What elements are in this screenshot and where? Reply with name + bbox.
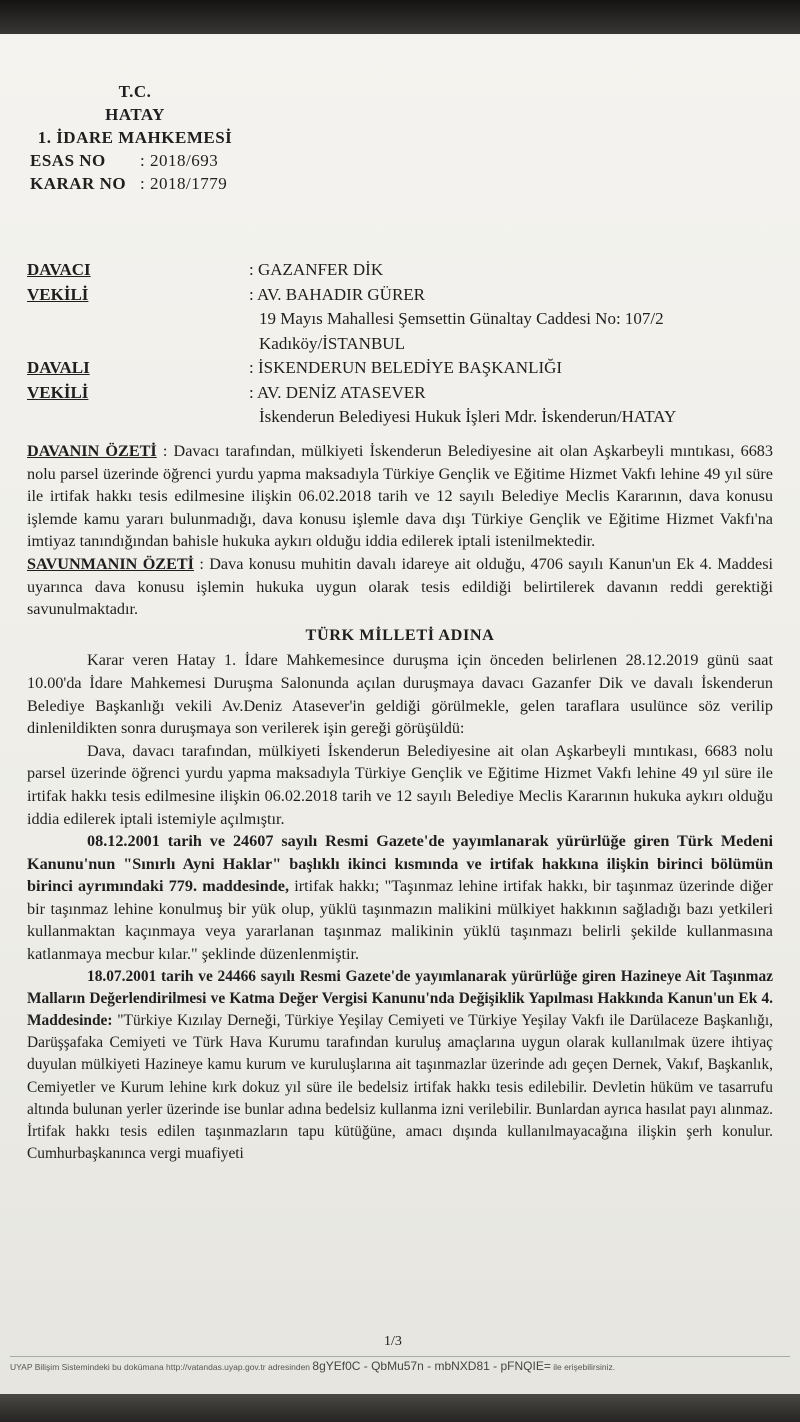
savunma-ozeti-label: SAVUNMANIN ÖZETİ [27,554,194,573]
page-number: 1/3 [384,1334,402,1349]
karar-value: : 2018/1779 [140,174,228,193]
uyap-footer-text: UYAP Bilişim Sistemindeki bu dokümana http://vatandas.uyap.gov.tr adresinden [10,1362,311,1372]
header-province: HATAY [105,105,165,124]
davali-label: DAVALI [27,358,90,377]
dava-ozeti-text: : Davacı tarafından, mülkiyeti İskenderun Belediyesine ait olan Aşkarbeyli mıntıkası, 6683 nolu parsel üzerinde öğrenci yurdu yapma maksadıyla Türkiye Gençlik ve Eğitime Hizmet Vakfı lehine 49 yıl süre ile irtifak hakkı tesis edilmesine ilişkin 06.02.2018 tarih ve 12 sayılı Belediye Meclis Kararının, dava konusu işlemde kamu yararı bulunmadığı, dava konusu işlemle dava dışı Türkiye Gençlik ve Eğitime Hizmet Vakfı'na imtiyaz tanındığından bahisle hukuka aykırı olduğu iddia edilerek iptali istenilmektedir. [27,442,773,551]
section-title: TÜRK MİLLETİ ADINA [305,625,495,644]
davali-value: : İSKENDERUN BELEDİYE BAŞKANLIĞI [249,358,563,377]
vekili-address-line-1: 19 Mayıs Mahallesi Şemsettin Günaltay Caddesi No: 107/2 [259,309,664,328]
vekili-label-2: VEKİLİ [27,382,89,402]
dava-ozeti-label: DAVANIN ÖZETİ [27,442,157,460]
esas-row [30,149,240,172]
ek4-bold: 18.07.2001 tarih ve 24466 sayılı Resmi Gazete'de yayımlanarak yürürlüğe giren Hazineye Ait Taşınmaz Malların Değerlendirilmesi ve Katma Değer Vergisi Kanunu'nda Değişiklik Yapılması Hakkında Kanun'un Ek 4. Maddesinde: [27,967,773,1030]
savunma-ozeti-text: : Dava konusu muhitin davalı idareye ait olduğu, 4706 sayılı Kanun'un Ek 4. Maddesi uyarınca dava konusu işlemin hukuka uygun olarak tesis edildiği belirtilerek davanın reddi gerektiği savunulmaktadır. [27,554,773,619]
verification-code: 8gYEf0C - QbMu57n - mbNXD81 - pFNQIE= [312,1359,551,1373]
paragraph-medeni-kanun [27,830,773,966]
vekili-value-2: : AV. DENİZ ATASEVER [249,382,426,402]
esas-value: : 2018/693 [140,151,219,170]
paragraph-dava: Dava, davacı tarafından, mülkiyeti İskenderun Belediyesine ait olan Aşkarbeyli mıntıkası, 6683 nolu parsel üzerinde öğrenci yurdu yapma maksadıyla Türkiye Gençlik ve Eğitime Hizmet Vakfı lehine 49 yıl süre ile irtifak hakkı tesis edilmesine ilişkin 06.02.2018 tarih ve 12 sayılı Belediye Meclis Kararının hukuka aykırı olduğu iddia edilerek iptali istemiyle açılmıştır. [27,741,773,828]
vekili-address-line-2: Kadıköy/İSTANBUL [259,333,405,353]
davaci-row [27,258,777,283]
vekili-label-1: VEKİLİ [27,284,89,304]
vekili-address-2: İskenderun Belediyesi Hukuk İşleri Mdr. İskenderun/HATAY [259,407,677,426]
medeni-kanun-bold: 08.12.2001 tarih ve 24607 sayılı Resmi Gazete'de yayımlanarak yürürlüğe giren Türk Medeni Kanunu'nun "Sınırlı Ayni Haklar" başlıklı ikinci kısmında ve irtifak hakkına ilişkin birinci bölümün birinci ayrımındaki 779. maddesinde, [27,832,773,896]
davali-row [27,356,777,381]
karar-row [30,172,240,195]
medeni-kanun-text: irtifak hakkı; "Taşınmaz lehine irtifak hakkı, bir taşınmaz üzerinde diğer bir taşınmaz lehine konulmuş bir yük olup, yüklü taşınmazın malikini mülkiyet hakkının sağladığı bazı yetkileri kullanmaktan kaçınmaya veya yararlanan taşınmaz malikinin yüklü taşınmazı belirli şekilde kullanmasına katlanmaya mecbur kılar." şeklinde düzenlenmiştir. [27,877,773,964]
esas-label: ESAS NO [30,151,106,170]
paragraph-ek4 [27,966,773,1166]
header-tc: T.C. [118,82,152,101]
karar-label: KARAR NO [30,174,127,193]
vekili-row-2 [27,381,777,406]
document-body [27,440,773,1165]
vekili-value-1: : AV. BAHADIR GÜRER [249,284,426,304]
uyap-footer [10,1356,790,1373]
paragraph-durusma: Karar veren Hatay 1. İdare Mahkemesince duruşma için önceden belirlenen 28.12.2019 günü saat 10.00'da İdare Mahkemesi Duruşma Salonunda açılan duruşmaya davacı Gazanfer Dik ve davalı İskenderun Belediye Başkanlığı vekili Av.Deniz Atasever'in geldiği görülmekle, gelen taraflara usulünce söz verilip dinlenildikten sonra duruşmaya son verilerek işin gereği görüşüldü: [27,651,773,738]
photo-bottom-edge [0,1394,800,1422]
savunma-ozeti-paragraph [27,553,773,621]
dava-ozeti-paragraph [27,440,773,553]
davaci-label: DAVACI [27,260,91,279]
document-header [30,80,240,195]
photo-top-edge [0,0,800,36]
ek4-text: "Türkiye Kızılay Derneği, Türkiye Yeşilay Cemiyeti ve Türkiye Yeşilay Vakfı ile Darülaceze Başkanlığı, Darüşşafaka Cemiyeti ve Türk Hava Kurumu tarafından kuruluş amaçlarına uygun olarak kullanılmak üzere ihtiyaç duyulan mülkiyeti Hazineye kamu kurum ve kuruluşlarına ait taşınmazlar üzerinde adı geçen Dernek, Vakıf, Başkanlık, Cemiyetler ve Kurum lehine kırk dokuz yıl süre ile bedelsiz irtifak hakkı tesis edilebilir. Devletin hüküm ve tasarrufu altında bulunan yerler üzerinde ise bunlar adına bedelsiz kullanma izni verilebilir. Bunlardan ayrıca hasılat payı alınmaz. İrtifak hakkı tesis edilen taşınmazların tapu kütüğüne, amacı dışında kullanılmayacağına ilişkin şerh konulur. Cumhurbaşkanınca vergi muafiyeti [27,1012,773,1163]
davaci-value: : GAZANFER DİK [249,260,384,279]
vekili-row-1 [27,283,777,308]
header-court: 1. İDARE MAHKEMESİ [37,128,233,147]
uyap-footer-tail: ile erişebilirsiniz. [553,1362,616,1372]
parties-block [27,258,777,430]
